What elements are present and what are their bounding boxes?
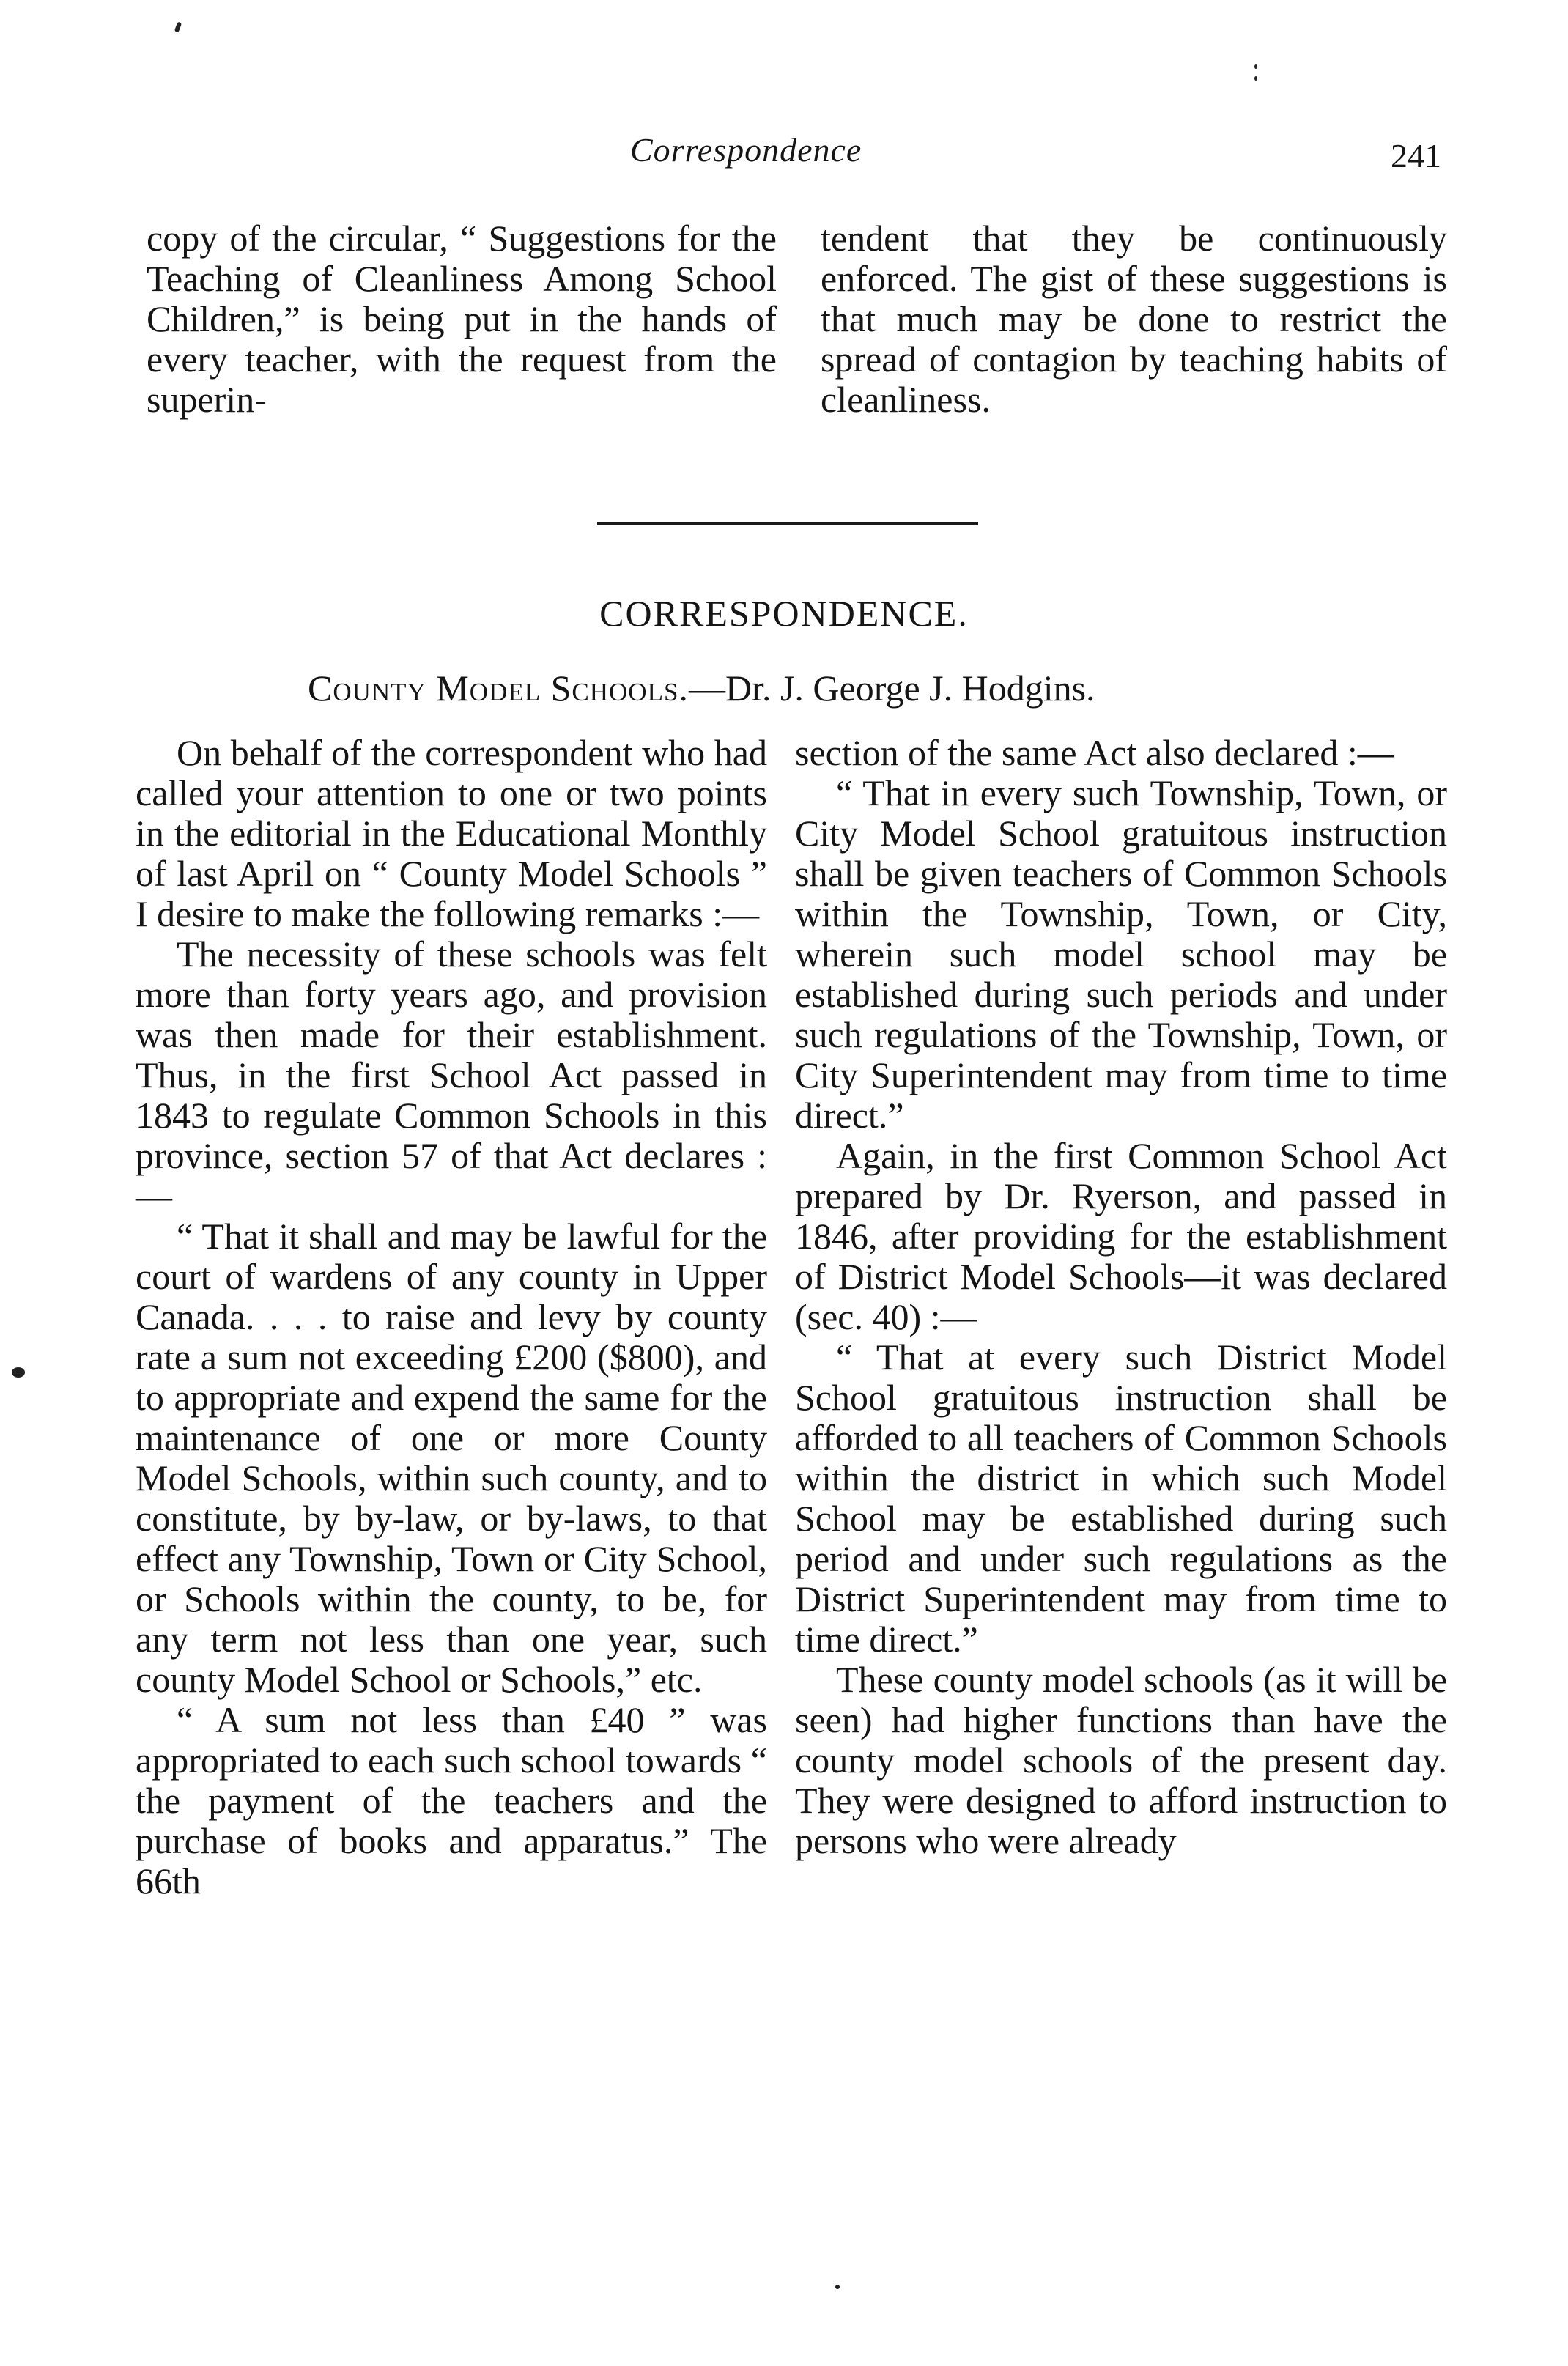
article-subheading xyxy=(308,667,1095,709)
page-number: 241 xyxy=(1391,137,1441,174)
section-heading: CORRESPONDENCE. xyxy=(599,593,969,634)
ink-speck xyxy=(835,2285,840,2289)
paragraph: section of the same Act also declared :— xyxy=(795,732,1394,773)
margin-ink-dot xyxy=(12,1367,25,1378)
paragraph: The necessity of these schools was felt more than forty years ago, and provision was then made for their establishment. Thus, in the first School Act passed in 1843 to regulate Common Schools in this province, section 57 of that Act declares :— xyxy=(136,934,767,1216)
intro-left-text: copy of the circular, “ Suggestions for the Teaching of Cleanliness Among School Children,” is being put in the hands of every teacher, with the request from the superin- xyxy=(147,218,777,420)
quotation-paragraph: “ A sum not less than £40 ” was appropriated to each such school towards “ the payment of the teachers and the purchase of books and apparatus.” The 66th xyxy=(136,1699,767,1901)
section-divider xyxy=(597,522,978,525)
running-head: Correspondence xyxy=(630,131,862,169)
quotation-paragraph: “ That in every such Township, Town, or City Model School gratuitous instruction shall be given teachers of Common Schools within the Township, Town, or City, wherein such model school may be established during such periods and under such regulations of the Township, Town, or City Superintendent may from time to time direct.” xyxy=(795,772,1447,1136)
paragraph: These county model schools (as it will be seen) had higher functions than have the county model schools of the present day. They were designed to afford instruction to persons who were already xyxy=(795,1659,1447,1861)
intro-right-column xyxy=(821,218,1447,420)
subheading-topic: County Model Schools. xyxy=(308,668,689,709)
subheading-author: —Dr. J. George J. Hodgins. xyxy=(688,668,1095,709)
body-right-column xyxy=(795,733,1447,1861)
ink-speck xyxy=(1254,64,1257,69)
paragraph: On behalf of the correspondent who had called your attention to one or two points in the editorial in the Educational Monthly of last April on “ County Model Schools ” I desire to make the following remarks :— xyxy=(136,732,767,934)
quotation-paragraph: “ That it shall and may be lawful for the court of wardens of any county in Upper Canada. . . . to raise and levy by county rate a sum not exceeding £200 ($800), and to appropriate and expend the same for the maintenance of one or more County Model Schools, within such county, and to constitute, by by-law, or by-laws, to that effect any Township, Town or City School, or Schools within the county, to be, for any term not less than one year, such county Model School or Schools,” etc. xyxy=(136,1216,767,1700)
quotation-paragraph: “ That at every such District Model School gratuitous instruction shall be afforded to all teachers of Common Schools within the district in which such Model School may be established during such period and under such regulations as the District Superintendent may from time to time direct.” xyxy=(795,1337,1447,1660)
ink-speck xyxy=(1254,76,1257,81)
body-left-column xyxy=(136,733,767,1901)
paragraph: Again, in the first Common School Act prepared by Dr. Ryerson, and passed in 1846, after providing for the establishment of District Model Schools—it was declared (sec. 40) :— xyxy=(795,1135,1447,1337)
intro-right-text: tendent that they be continuously enforced. The gist of these suggestions is that much may be done to restrict the spread of contagion by teaching habits of cleanliness. xyxy=(821,218,1447,420)
intro-left-column xyxy=(147,218,777,420)
ink-speck xyxy=(174,21,182,32)
